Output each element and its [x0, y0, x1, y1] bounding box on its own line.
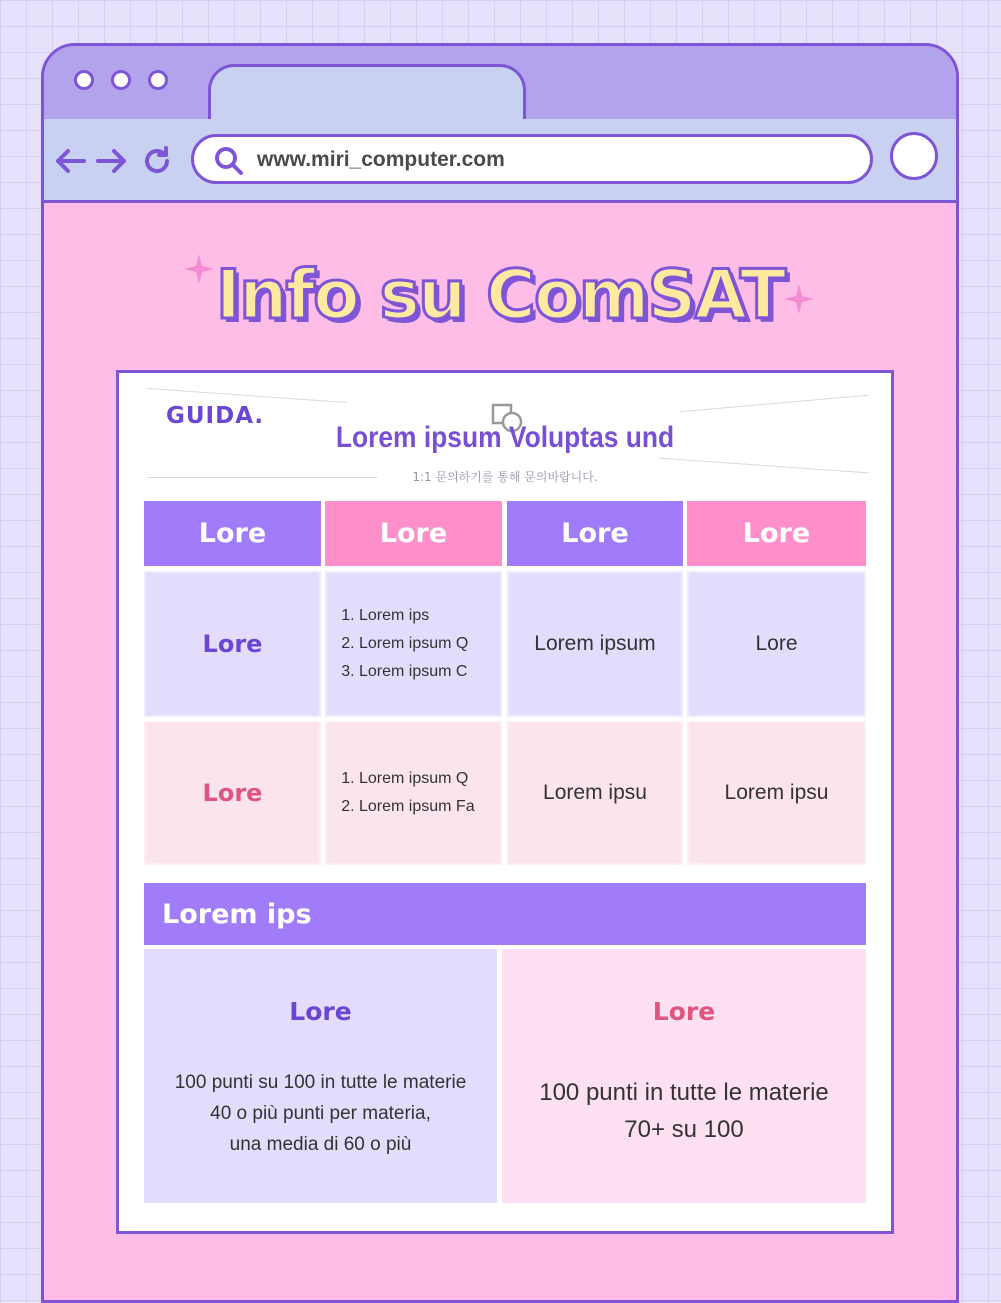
- list-item: 3. Lorem ipsum C: [359, 658, 468, 686]
- box-line: 100 punti su 100 in tutte le materie: [174, 1072, 467, 1093]
- section-title: Lorem ips: [144, 883, 866, 945]
- box-line: 70+ su 100: [624, 1116, 744, 1143]
- box-line: 100 punti in tutte le materie: [539, 1079, 829, 1106]
- info-panel: [116, 370, 894, 1234]
- table-cell: Lorem ipsum: [507, 571, 683, 717]
- list-item: 1. Lorem ips: [359, 602, 468, 630]
- box-text: [502, 1074, 866, 1148]
- decorative-line: [679, 395, 868, 413]
- window-dot-1[interactable]: [74, 70, 94, 90]
- requirement-box-left: [144, 949, 497, 1203]
- box-heading: Lore: [289, 997, 352, 1026]
- browser-window: [41, 43, 959, 1303]
- list-item: 2. Lorem ipsum Fa: [359, 793, 475, 821]
- url-text[interactable]: www.miri_computer.com: [257, 148, 505, 171]
- search-icon: [214, 146, 244, 180]
- table-header: Lore: [325, 501, 502, 566]
- table-row-label: Lore: [144, 721, 321, 865]
- refresh-icon[interactable]: [139, 144, 175, 178]
- address-bar[interactable]: [191, 134, 873, 184]
- requirement-box-right: [502, 949, 866, 1203]
- box-text: [144, 1067, 497, 1160]
- decorative-line: [147, 388, 347, 403]
- page-title: Info su ComSAT: [215, 256, 785, 335]
- forward-arrow-icon[interactable]: [94, 144, 130, 178]
- back-arrow-icon[interactable]: [52, 144, 88, 178]
- table-cell: Lorem ipsu: [687, 721, 866, 865]
- table-header: Lore: [144, 501, 321, 566]
- guide-label: GUIDA.: [166, 403, 265, 429]
- box-line: 40 o più punti per materia,: [210, 1103, 431, 1124]
- table-cell-list: [325, 571, 502, 717]
- panel-note: 1:1 문의하기를 통해 문의바랍니다.: [412, 470, 598, 484]
- table-row-label: Lore: [144, 571, 321, 717]
- browser-toolbar: [44, 119, 956, 203]
- list-item: 1. Lorem ipsum Q: [359, 765, 475, 793]
- table-header: Lore: [507, 501, 683, 566]
- window-dot-2[interactable]: [111, 70, 131, 90]
- box-heading: Lore: [652, 997, 716, 1026]
- window-controls: [74, 70, 168, 90]
- table-header: Lore: [687, 501, 866, 566]
- panel-subtitle: Lorem ipsum Voluptas und: [335, 421, 675, 454]
- box-line: una media di 60 o più: [229, 1134, 412, 1155]
- table-cell: Lorem ipsu: [507, 721, 683, 865]
- table-cell-list: [325, 721, 502, 865]
- profile-button[interactable]: [890, 132, 938, 180]
- window-dot-3[interactable]: [148, 70, 168, 90]
- list-item: 2. Lorem ipsum Q: [359, 630, 468, 658]
- table-cell: Lore: [687, 571, 866, 717]
